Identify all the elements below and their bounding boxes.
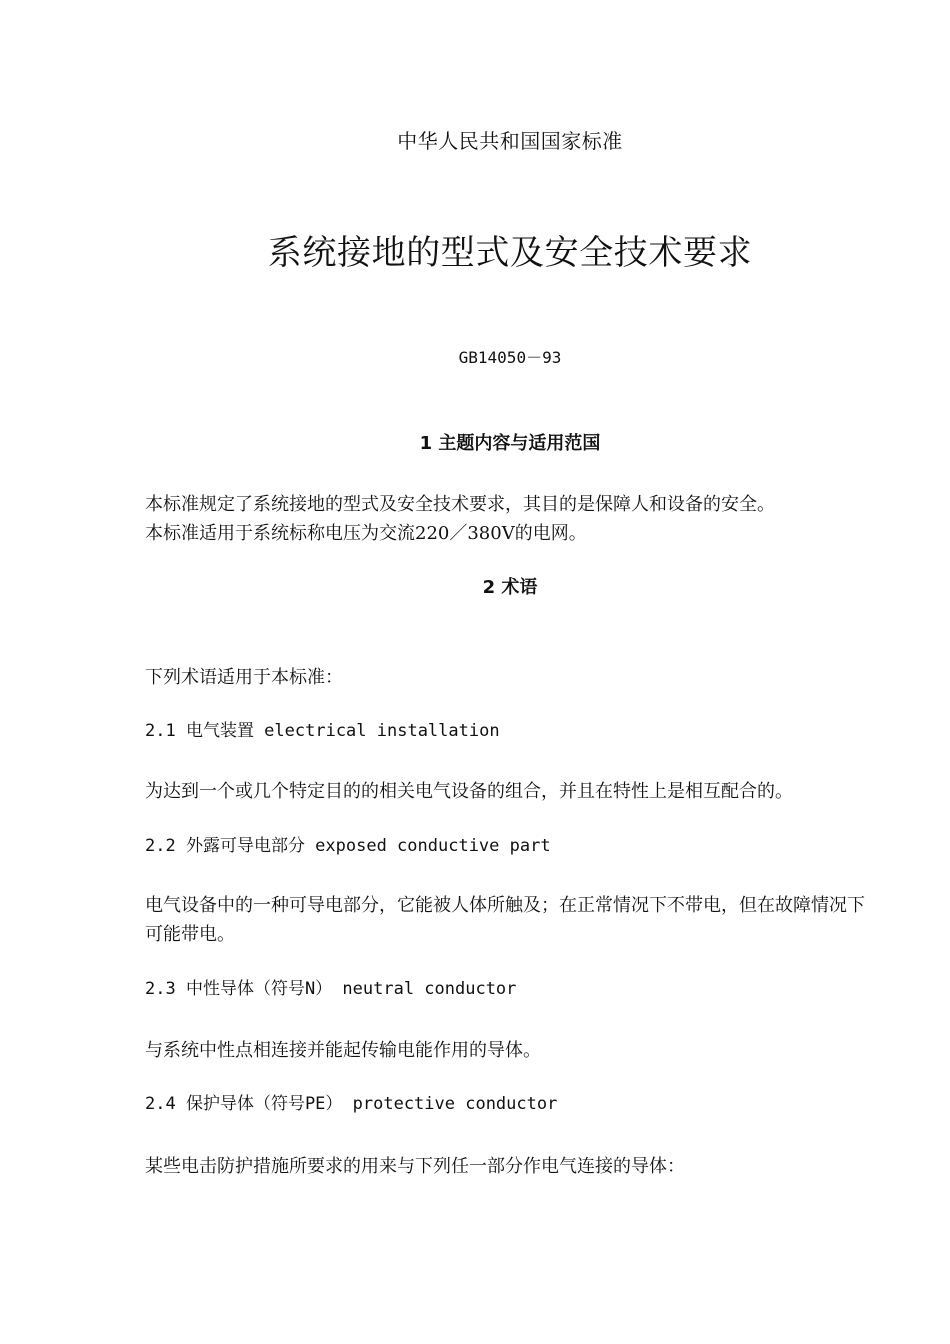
term-2-3-label: 2.3 中性导体（符号N） neutral conductor: [145, 979, 517, 999]
section-1-paragraph-2: 本标准适用于系统标称电压为交流220／380V的电网。: [145, 523, 587, 544]
term-2-2-definition: 电气设备中的一种可导电部分，它能被人体所触及；在正常情况下不带电，但在故障情况下可能带电。: [145, 895, 865, 945]
document-title: 系统接地的型式及安全技术要求: [267, 233, 753, 273]
section-1-paragraph-1: 本标准规定了系统接地的型式及安全技术要求，其目的是保障人和设备的安全。: [145, 494, 775, 515]
issuing-organization: 中华人民共和国国家标准: [397, 129, 623, 153]
section-heading-2: 2 术语: [482, 577, 538, 598]
term-2-4-label: 2.4 保护导体（符号PE） protective conductor: [145, 1094, 558, 1114]
standard-code: GB14050－93: [458, 348, 562, 367]
term-2-4-definition: 某些电击防护措施所要求的用来与下列任一部分作电气连接的导体：: [145, 1156, 685, 1177]
section-heading-1: 1 主题内容与适用范国: [419, 433, 601, 454]
term-2-1-label: 2.1 电气装置 electrical installation: [145, 721, 500, 741]
section-2-intro: 下列术语适用于本标准：: [145, 667, 343, 688]
term-2-2-label: 2.2 外露可导电部分 exposed conductive part: [145, 836, 551, 856]
term-2-3-definition: 与系统中性点相连接并能起传输电能作用的导体。: [145, 1040, 541, 1061]
term-2-1-definition: 为达到一个或几个特定目的的相关电气设备的组合，并且在特性上是相互配合的。: [145, 781, 793, 802]
